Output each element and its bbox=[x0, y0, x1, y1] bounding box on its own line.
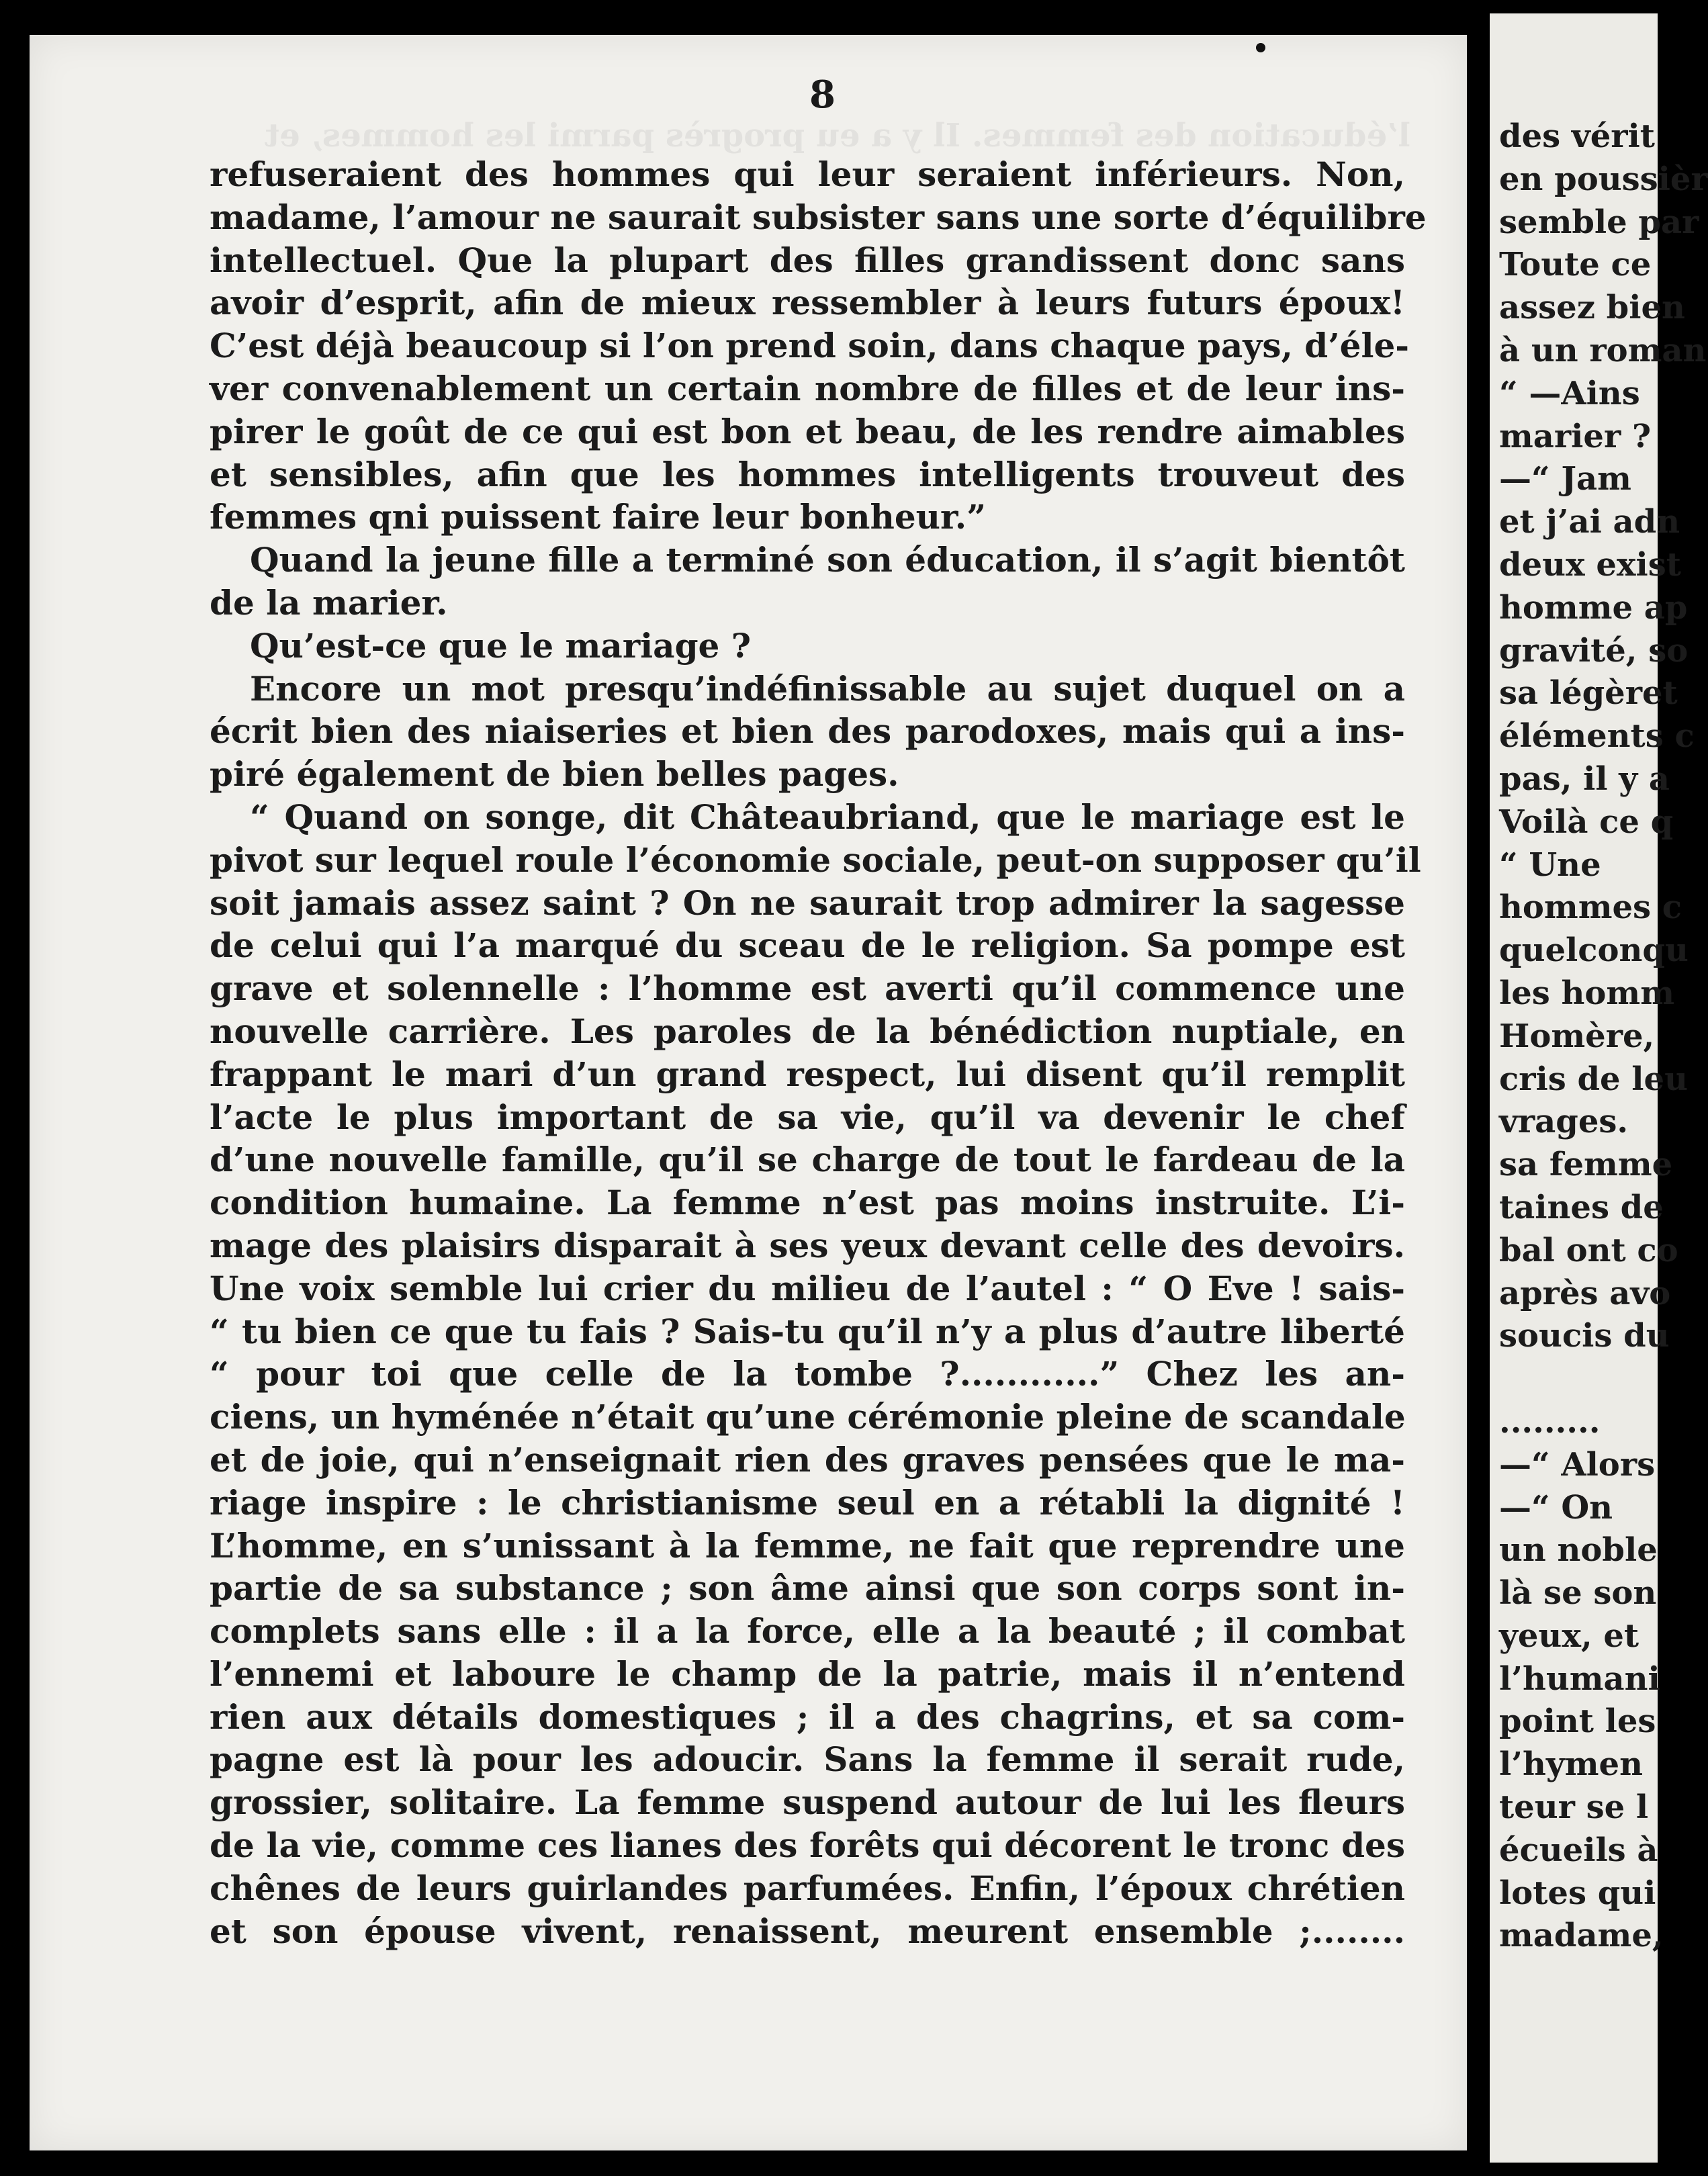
text-line: de la marier. bbox=[210, 582, 448, 623]
text-line: riage inspire : le christianisme seul en a rétabli la dignité ! bbox=[210, 1482, 1405, 1523]
text-line: et de joie, qui n’enseignait rien des graves pensées que le ma- bbox=[210, 1439, 1405, 1480]
adjacent-text-line: assez bien bbox=[1499, 289, 1685, 327]
adjacent-text-line bbox=[1499, 1358, 1658, 1401]
adjacent-text-line: Voilà ce q bbox=[1499, 803, 1674, 841]
adjacent-text-line: “ Une bbox=[1499, 846, 1601, 884]
text-line: et sensibles, afin que les hommes intelligents trouveut des bbox=[210, 454, 1405, 494]
adjacent-text-line: gravité, so bbox=[1499, 631, 1689, 670]
text-line: C’est déjà beaucoup si l’on prend soin, dans chaque pays, d’éle- bbox=[210, 326, 1410, 366]
adjacent-text-line: yeux, et bbox=[1499, 1617, 1639, 1655]
adjacent-text-line: l’hymen bbox=[1499, 1746, 1643, 1784]
text-line: ciens, un hyménée n’était qu’une cérémonie pleine de scandale bbox=[210, 1397, 1406, 1437]
text-line: partie de sa substance ; son âme ainsi que son corps sont in- bbox=[210, 1568, 1405, 1608]
text-line: L’homme, en s’unissant à la femme, ne fait que reprendre une bbox=[210, 1525, 1405, 1566]
text-line: nouvelle carrière. Les paroles de la bénédiction nuptiale, en bbox=[210, 1011, 1405, 1051]
adjacent-text-line: bal ont co bbox=[1499, 1231, 1678, 1269]
main-text-block bbox=[210, 153, 1427, 1952]
text-line: “ Quand on songe, dit Châteaubriand, que le mariage est le bbox=[250, 797, 1405, 837]
text-line: “ tu bien ce que tu fais ? Sais-tu qu’il n’y a plus d’autre liberté bbox=[210, 1311, 1405, 1351]
adjacent-text-line: là se son bbox=[1499, 1574, 1657, 1613]
page-number: 8 bbox=[809, 73, 836, 117]
text-line: complets sans elle : il a la force, elle a la beauté ; il combat bbox=[210, 1611, 1405, 1651]
text-line: pivot sur lequel roule l’économie sociale, peut-on supposer qu’il bbox=[210, 840, 1421, 880]
text-line: d’une nouvelle famille, qu’il se charge de tout le fardeau de la bbox=[210, 1140, 1405, 1180]
adjacent-text-line: vrages. bbox=[1499, 1103, 1629, 1141]
text-line: l’ennemi et laboure le champ de la patrie, mais il n’entend bbox=[210, 1653, 1405, 1694]
text-line: écrit bien des niaiseries et bien des parodoxes, mais qui a ins- bbox=[210, 711, 1405, 752]
adjacent-text-line: Toute ce bbox=[1499, 246, 1652, 284]
adjacent-text-line: point les bbox=[1499, 1703, 1656, 1741]
adjacent-text-line: écueils à bbox=[1499, 1831, 1658, 1869]
adjacent-text-line: soucis du bbox=[1499, 1317, 1670, 1355]
adjacent-text-line: sa légèret bbox=[1499, 674, 1678, 713]
text-line: soit jamais assez saint ? On ne saurait trop admirer la sagesse bbox=[210, 882, 1405, 923]
text-line: rien aux détails domestiques ; il a des chagrins, et sa com- bbox=[210, 1696, 1405, 1737]
adjacent-text-line: après avo bbox=[1499, 1274, 1671, 1312]
text-line: chênes de leurs guirlandes parfumées. Enfin, l’époux chrétien bbox=[210, 1868, 1405, 1908]
text-line: piré également de bien belles pages. bbox=[210, 754, 899, 795]
text-line: “ pour toi que celle de la tombe ?............” Chez les an- bbox=[210, 1354, 1405, 1394]
text-line: Qu’est-ce que le mariage ? bbox=[250, 625, 752, 666]
text-line: avoir d’esprit, afin de mieux ressembler à leurs futurs époux! bbox=[210, 283, 1405, 323]
text-line: Encore un mot presqu’indéfinissable au sujet duquel on a bbox=[250, 668, 1405, 709]
adjacent-text-line: à un roman bbox=[1499, 331, 1707, 369]
text-line: intellectuel. Que la plupart des filles grandissent donc sans bbox=[210, 240, 1405, 280]
adjacent-text-line: teur se l bbox=[1499, 1788, 1649, 1827]
text-line: ver convenablement un certain nombre de filles et de leur ins- bbox=[210, 368, 1405, 408]
adjacent-text-line: sa femme bbox=[1499, 1146, 1673, 1184]
text-line: de la vie, comme ces lianes des forêts qui décorent le tronc des bbox=[210, 1825, 1405, 1866]
text-line: l’acte le plus important de sa vie, qu’il va devenir le chef bbox=[210, 1097, 1405, 1137]
text-line: pagne est là pour les adoucir. Sans la femme il serait rude, bbox=[210, 1739, 1405, 1780]
adjacent-text-line: quelconqu bbox=[1499, 932, 1689, 970]
adjacent-text-line: des vérit bbox=[1499, 118, 1655, 155]
ink-dot bbox=[1256, 43, 1265, 52]
text-line: Une voix semble lui crier du milieu de l’autel : “ O Eve ! sais- bbox=[210, 1268, 1405, 1308]
text-line: mage des plaisirs disparait à ses yeux devant celle des devoirs. bbox=[210, 1225, 1405, 1265]
adjacent-text-line: “ —Ains bbox=[1499, 374, 1640, 412]
adjacent-text-line: et j’ai adn bbox=[1499, 503, 1680, 541]
adjacent-text-line: semble par bbox=[1499, 203, 1699, 241]
adjacent-text-line: —“ Alors bbox=[1499, 1445, 1656, 1484]
adjacent-page-text bbox=[1499, 116, 1708, 1958]
adjacent-text-line: Homère, bbox=[1499, 1017, 1655, 1055]
adjacent-text-line: les homm bbox=[1499, 974, 1674, 1012]
adjacent-text-line: un noble bbox=[1499, 1531, 1658, 1570]
text-line: femmes qni puissent faire leur bonheur.” bbox=[210, 497, 986, 537]
adjacent-text-line: —“ Jam bbox=[1499, 460, 1631, 498]
adjacent-text-line: l’humani bbox=[1499, 1660, 1660, 1698]
adjacent-text-line: pas, il y a bbox=[1499, 760, 1670, 798]
adjacent-text-line: en poussièr bbox=[1499, 160, 1708, 198]
text-line: de celui qui l’a marqué du sceau de le religion. Sa pompe est bbox=[210, 925, 1405, 966]
adjacent-text-line: homme ap bbox=[1499, 588, 1688, 627]
text-line: refuseraient des hommes qui leur seraient inférieurs. Non, bbox=[210, 154, 1405, 194]
text-line: pirer le goût de ce qui est bon et beau, de les rendre aimables bbox=[210, 411, 1405, 451]
text-line: et son épouse vivent, renaissent, meurent ensemble ;........ bbox=[210, 1911, 1405, 1951]
adjacent-text-line: madame, bbox=[1499, 1917, 1664, 1955]
adjacent-text-line: ......... bbox=[1499, 1402, 1601, 1441]
text-line: grossier, solitaire. La femme suspend autour de lui les fleurs bbox=[210, 1782, 1405, 1823]
adjacent-text-line: deux exist bbox=[1499, 545, 1681, 584]
adjacent-text-line: hommes c bbox=[1499, 889, 1682, 927]
adjacent-text-line: éléments c bbox=[1499, 717, 1695, 756]
adjacent-text-line: marier ? bbox=[1499, 417, 1652, 455]
text-line: frappant le mari d’un grand respect, lui disent qu’il remplit bbox=[210, 1054, 1405, 1094]
adjacent-text-line: —“ On bbox=[1499, 1488, 1613, 1527]
text-line: condition humaine. La femme n’est pas moins instruite. L’i- bbox=[210, 1183, 1405, 1223]
adjacent-text-line: lotes qui bbox=[1499, 1874, 1656, 1912]
text-line: madame, l’amour ne saurait subsister sans une sorte d’équilibre bbox=[210, 197, 1427, 237]
adjacent-text-line: cris de leu bbox=[1499, 1060, 1688, 1098]
text-line: Quand la jeune fille a terminé son éducation, il s’agit bientôt bbox=[250, 540, 1405, 580]
text-line: grave et solennelle : l’homme est averti qu’il commence une bbox=[210, 968, 1405, 1009]
adjacent-text-line: taines de bbox=[1499, 1188, 1664, 1226]
